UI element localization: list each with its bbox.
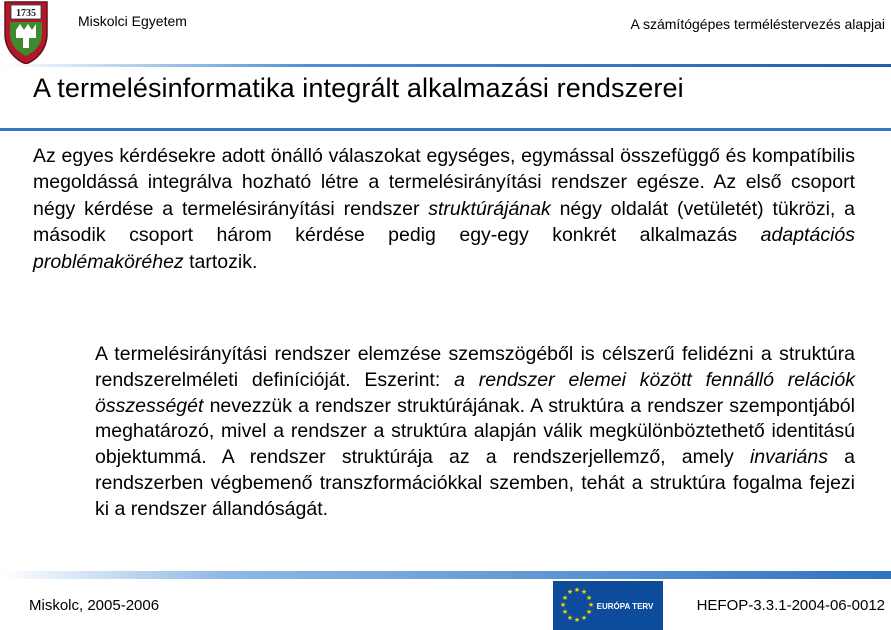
crest-year-text: 1735 [16, 8, 36, 19]
eu-label-text: EURÓPA TERV [596, 602, 654, 611]
header-divider [0, 64, 891, 67]
definition-text-3: a rendszerben végbemenő transzformációkkal szemben, tehát a struktúra fogalma fejezi ki a rendszer állandóságát. [95, 446, 856, 520]
footer-place-date: Miskolc, 2005-2006 [29, 597, 160, 614]
svg-text:★: ★ [561, 608, 569, 616]
definition-text-1: A termelésirányítási rendszer elemzése szemszögéből is célszerű felidézni a struktúra rendszerelméleti definícióját. Eszerint: [95, 343, 855, 391]
definition-paragraph [95, 342, 855, 523]
footer-divider [0, 571, 891, 579]
svg-text:★: ★ [585, 608, 593, 616]
svg-text:★: ★ [580, 588, 588, 596]
svg-text:★: ★ [561, 594, 569, 602]
intro-text-1: Az egyes kérdésekre adott önálló válaszokat egységes, egymással összefüggő és kompatíbilis megoldássá integrálva hozható létre a termelésirányítási rendszer egésze. Az első csoport négy kérdése a termelésirányítási rendszer [33, 145, 855, 220]
svg-text:★: ★ [566, 614, 574, 622]
definition-italic-2: invariáns [749, 446, 828, 469]
definition-italic-1: a rendszer elemei között fennálló relációk összességét [95, 368, 855, 417]
svg-text:★: ★ [585, 594, 593, 602]
university-name: Miskolci Egyetem [78, 13, 187, 29]
intro-italic-1: struktúrájának [428, 197, 551, 220]
footer-project-code: HEFOP-3.3.1-2004-06-0012 [696, 597, 885, 614]
intro-paragraph [33, 143, 855, 275]
svg-text:★: ★ [559, 601, 567, 609]
eu-flag-logo [553, 581, 663, 630]
course-title: A számítógépes terméléstervezés alapjai [630, 16, 885, 32]
title-divider [0, 128, 891, 131]
svg-text:★: ★ [573, 586, 581, 594]
slide-title: A termelésinformatika integrált alkalmazási rendszerei [33, 73, 684, 103]
intro-text-3: tartozik. [183, 250, 258, 273]
svg-text:★: ★ [573, 616, 581, 624]
university-crest-logo [2, 0, 50, 66]
definition-text-2: nevezzük a rendszer struktúrájának. A struktúra a rendszer szempontjából meghatározó, mivel a rendszer a struktúra alapján válik megkülönböztethető identitású objektummá. A rendszer struktúrája az a rendszerjellemző, amely [95, 394, 855, 469]
svg-text:★: ★ [587, 601, 595, 609]
svg-text:★: ★ [580, 614, 588, 622]
intro-text-2: négy oldalát (vetületét) tükrözi, a második csoport három kérdése pedig egy-egy konkrét alkalmazás [33, 197, 855, 247]
intro-italic-2: adaptációs problémaköréhez [33, 224, 855, 273]
svg-text:★: ★ [566, 588, 574, 596]
